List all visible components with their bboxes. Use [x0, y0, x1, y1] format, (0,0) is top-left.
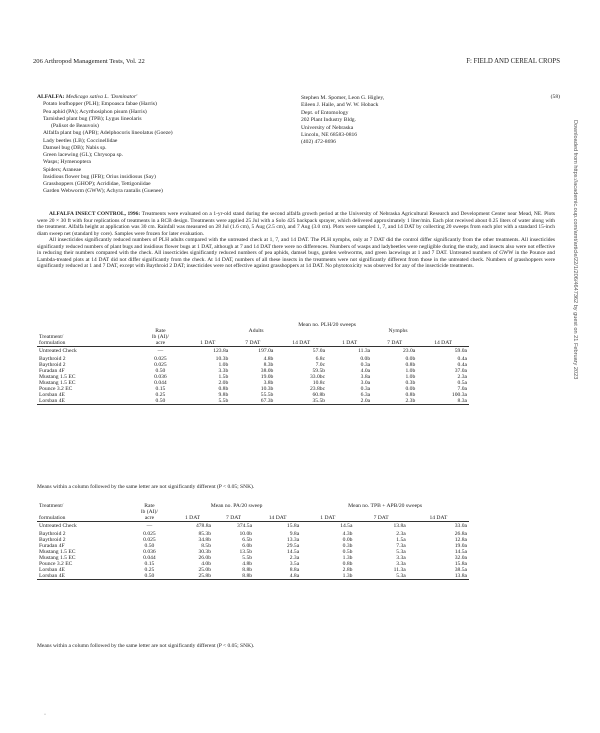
value-cell: 14.5a	[286, 548, 300, 555]
value-cell: 6.0b	[242, 542, 253, 549]
value-cell: 0.8b	[342, 560, 353, 567]
value-cell: 8.8b	[213, 573, 254, 580]
treatment-cell: Baythroid 2	[39, 530, 66, 537]
treatment-cell: Furadan 4F	[39, 542, 65, 549]
t1-rate-label-2: lb (AI)/	[151, 334, 169, 340]
rate-cell: 0.25	[155, 391, 166, 398]
value-cell: 15.8a	[286, 523, 300, 530]
value-cell: 32.0a	[454, 554, 467, 561]
rate-cell: 0.15	[155, 385, 166, 392]
value-cell: 4.8b	[263, 355, 274, 362]
value-cell: 55.5b	[260, 391, 274, 398]
plh-table-body	[37, 347, 469, 405]
pest-line: Lady beetles (LB); Coccinellidae	[43, 137, 118, 144]
value-cell: 0.3a	[360, 385, 371, 392]
value-cell: 3.5a	[289, 560, 300, 567]
value-cell: 0.8b	[218, 385, 229, 392]
t1-formulation-label: formulation	[37, 340, 136, 347]
value-cell: 59.5b	[312, 367, 326, 374]
value-cell: 2.3a	[457, 373, 467, 380]
pest-line: Potato leafhopper (PLH); Empoasca fabae (Harris)	[43, 101, 157, 108]
rate-cell: 0.50	[144, 542, 155, 549]
rate-cell: 0.044	[154, 379, 167, 386]
value-cell: 1.0b	[218, 361, 229, 368]
value-cell: 0.5a	[457, 379, 467, 386]
value-cell: 13.3a	[286, 536, 300, 543]
rate-cell: 0.025	[143, 530, 156, 537]
t2-formulation-label: formulation	[37, 515, 127, 522]
value-cell: 26.8a	[454, 530, 467, 537]
running-header-left: 206 Arthropod Management Tests, Vol. 22	[33, 58, 145, 65]
value-cell: 3.8a	[360, 373, 371, 380]
pest-line: Damsel bug (DB); Nabis sp.	[43, 144, 107, 151]
value-cell: 8.3a	[417, 398, 469, 405]
value-cell: 478.8a	[195, 523, 212, 530]
t2-rate-label-2: lb (AI)/	[140, 509, 158, 515]
treatment-cell: Untreated Check	[39, 348, 77, 355]
t1-adults-label: Adults	[248, 328, 264, 334]
value-cell: 26.0b	[198, 554, 212, 561]
value-cell: 19.0b	[260, 373, 274, 380]
value-cell: 0.8b	[405, 391, 416, 398]
value-cell: 8.5b	[201, 542, 212, 549]
author-line: Stephen M. Spomer, Leon G. Higley,	[301, 95, 385, 101]
value-cell: 6.5b	[242, 536, 253, 543]
value-cell: 10.3b	[260, 385, 274, 392]
value-cell: 23.0a	[402, 348, 416, 355]
plh-group-title: Mean no. PLH/20 sweeps	[298, 322, 356, 328]
crop-label: ALFALFA:	[37, 94, 65, 100]
t1-rate-label-1: Rate	[155, 328, 166, 334]
report-title: ALFALFA INSECT CONTROL, 1996:	[49, 211, 141, 217]
rate-cell: —	[157, 348, 164, 355]
t2-day-header: 14 DAT	[408, 515, 469, 522]
value-cell: 12.8a	[454, 536, 467, 543]
pest-line: Garden Webworm (GWW); Achyra rantalis (Guenee)	[43, 188, 163, 195]
author-line: (402) 472-8696	[301, 139, 336, 146]
value-cell: 0.8b	[405, 361, 416, 368]
value-cell: 14.5a	[340, 523, 353, 530]
treatment-cell: Pounce 3.2 EC	[39, 560, 73, 567]
t2-day-header: 7 DAT	[354, 515, 407, 522]
t2-day-header: 14 DAT	[254, 515, 301, 522]
treatment-cell: Mustang 1.5 EC	[39, 548, 76, 555]
t1-day-header: 7 DAT	[372, 340, 417, 347]
pest-line: (Palisot de Beauvois)	[51, 123, 99, 129]
t1-day-header: 14 DAT	[417, 340, 469, 347]
treatment-cell: Furadan 4F	[39, 367, 65, 374]
plh-table	[37, 322, 469, 405]
treatment-cell: Baythroid 2	[39, 355, 66, 362]
value-cell: 8.3b	[263, 361, 274, 368]
rate-cell: 0.025	[154, 361, 167, 368]
plh-table-caption: Means within a column followed by the same letter are not significantly different (P < 0.05; SNK).	[37, 484, 255, 490]
value-cell: 3.0a	[360, 379, 371, 386]
pest-line: Wasps; Hymenoptera	[43, 159, 91, 166]
value-cell: 197.0a	[258, 348, 274, 355]
value-cell: 38.0b	[260, 367, 274, 374]
treatment-cell: Untreated Check	[39, 523, 77, 530]
value-cell: 57.0a	[312, 348, 326, 355]
page-mark: ·	[44, 712, 46, 718]
author-line: Eileen J. Haile, and W. W. Hoback	[301, 102, 379, 109]
value-cell: 23.8bc	[309, 385, 326, 392]
value-cell: 29.5a	[286, 542, 300, 549]
t1-day-header: 1 DAT	[327, 340, 372, 347]
value-cell: 15.8a	[454, 560, 467, 567]
body-paragraph-1	[37, 211, 555, 237]
value-cell: 10.3b	[215, 355, 229, 362]
value-cell: 0.0b	[405, 385, 416, 392]
value-cell: 5.5b	[242, 554, 253, 561]
value-cell: 11.3a	[393, 566, 406, 573]
value-cell: 374.5a	[237, 523, 253, 530]
pa-tpb-table	[37, 503, 469, 580]
rate-cell: 0.025	[154, 355, 167, 362]
value-cell: 14.5a	[454, 548, 467, 555]
value-cell: 0.0b	[342, 536, 353, 543]
value-cell: 7.0c	[315, 361, 326, 368]
pest-line: Green lacewing (GL); Chrysopa sp.	[43, 152, 123, 158]
value-cell: 33.0bc	[309, 373, 326, 380]
value-cell: 59.0a	[454, 348, 467, 355]
t1-day-header: 14 DAT	[275, 340, 327, 347]
crop-pest-list	[37, 94, 267, 196]
pa-tpb-table-body	[37, 522, 469, 580]
value-cell: 4.3b	[342, 530, 353, 537]
t2-tpb-header: Mean no. TPB + APB/20 sweeps	[348, 503, 423, 509]
t2-rate-label-1: Rate	[144, 503, 155, 509]
value-cell: 0.3b	[342, 542, 353, 549]
t2-pa-header: Mean no. PA/20 sweep	[210, 503, 263, 509]
treatment-cell: Lorsban 4E	[39, 391, 65, 398]
value-cell: 30.3b	[198, 548, 212, 555]
value-cell: 7.0a	[457, 385, 467, 392]
pest-line: Alfalfa plant bug (APB); Adelphocoris lineolatus (Goeze)	[43, 130, 173, 137]
value-cell: 4.0a	[360, 367, 371, 374]
pest-line: Spiders; Araneae	[43, 166, 82, 173]
value-cell: 10.8c	[312, 379, 326, 386]
rate-cell: 0.025	[143, 536, 156, 543]
value-cell: 85.3b	[198, 530, 212, 537]
value-cell: 3.8b	[263, 379, 274, 386]
value-cell: 3.3a	[396, 560, 406, 567]
treatment-cell: Lorsban 4E	[37, 573, 127, 580]
rate-cell: 0.25	[144, 566, 155, 573]
t1-treatment-label: Treatment/	[39, 334, 64, 340]
value-cell: 35.5b	[275, 398, 327, 405]
value-cell: 9.8b	[218, 391, 229, 398]
t1-rate-label-3: acre	[136, 340, 185, 347]
value-cell: 2.3a	[289, 554, 300, 561]
pa-tpb-table-caption: Means within a column followed by the same letter are not significantly different (P < 0.05; SNK).	[37, 643, 255, 649]
value-cell: 37.0a	[454, 367, 467, 374]
value-cell: 3.3a	[396, 554, 406, 561]
report-code: (58)	[550, 94, 560, 100]
value-cell: 4.0b	[201, 560, 212, 567]
download-note[interactable]: Downloaded from https://academic.oup.com/amt/article/22/1/206/4647362 by guest on 21 February 2023	[572, 120, 578, 380]
author-block	[301, 95, 471, 147]
author-line: University of Nebraska	[301, 124, 354, 131]
rate-cell: 0.036	[143, 548, 156, 555]
value-cell: 3.3b	[218, 367, 229, 374]
value-cell: 9.8a	[289, 530, 300, 537]
value-cell: 60.8b	[312, 391, 326, 398]
value-cell: 0.5b	[342, 548, 353, 555]
value-cell: 13.8a	[408, 573, 469, 580]
value-cell: 2.0b	[218, 379, 229, 386]
value-cell: 8.8a	[289, 566, 300, 573]
value-cell: 2.3b	[372, 398, 417, 405]
value-cell: 1.3b	[301, 573, 354, 580]
t2-rate-label-3: acre	[127, 515, 172, 522]
value-cell: 67.3b	[230, 398, 275, 405]
author-line: 202 Plant Industry Bldg.	[301, 117, 357, 124]
value-cell: 1.5b	[218, 373, 229, 380]
treatment-cell: Pounce 3.2 EC	[39, 385, 73, 392]
value-cell: 4.8a	[254, 573, 301, 580]
value-cell: 6.8c	[315, 355, 326, 362]
pest-line: Pea aphid (PA); Acyrthosiphon pisum (Harris)	[43, 108, 147, 115]
rate-cell: 0.044	[143, 554, 156, 561]
table-row	[37, 573, 469, 580]
rate-cell: 0.50	[155, 367, 166, 374]
value-cell: 25.8b	[172, 573, 213, 580]
value-cell: 100.3a	[451, 391, 467, 398]
t2-day-header: 7 DAT	[213, 515, 254, 522]
value-cell: 5.3a	[354, 573, 407, 580]
value-cell: 25.0b	[198, 566, 212, 573]
value-cell: 34.8b	[198, 536, 212, 543]
value-cell: 0.4a	[457, 355, 467, 362]
value-cell: 0.3b	[405, 379, 416, 386]
value-cell: 19.0a	[454, 542, 467, 549]
value-cell: 1.5a	[396, 536, 406, 543]
table-row	[37, 522, 469, 531]
crop-species: Medicago sativa L. 'Dominator'	[64, 94, 138, 100]
author-line: Lincoln, NE 68583-0816	[301, 132, 358, 139]
value-cell: 2.0a	[327, 398, 372, 405]
value-cell: 0.4a	[457, 361, 467, 368]
value-cell: 123.8a	[213, 348, 229, 355]
treatment-cell: Lorsban 4E	[37, 398, 136, 405]
rate-cell: 0.50	[127, 573, 172, 580]
value-cell: 6.3a	[360, 391, 371, 398]
rate-cell: 0.15	[144, 560, 155, 567]
table-row	[37, 398, 469, 405]
value-cell: 7.3a	[396, 542, 406, 549]
value-cell: 13.5b	[239, 548, 253, 555]
rate-cell: —	[146, 523, 153, 530]
t1-day-header: 1 DAT	[185, 340, 230, 347]
pest-list	[37, 101, 267, 195]
running-header-right: F: FIELD AND CEREAL CROPS	[466, 58, 560, 65]
pest-line: Insidious flower bug (IFB); Orius insidiosus (Say)	[43, 173, 156, 180]
body-paragraph-2: All insecticides significantly reduced numbers of PLH adults compared with the untreated check at 1, 7, and 14 DAT. The PLH nymphs, only at 7 DAT did the control differ significantly from the other treatments. All insecticides significantly reduced numbers of plant bugs and insidious flower bugs at 1 DAT, although at 7 and 14 DAT there were no differences. Numbers of wasps and ladybeetles were negligible during the study, and insects also were not effective in reducing their numbers compared with the check. All insecticides significantly reduced numbers of pea aphids, damsel bugs, garden webworms, and green lacewings at 1 and 7 DAT. Untreated numbers of GWW in the Pounce and Lambda-treated plots at 14 DAT did not differ significantly from the check. At 14 DAT, numbers of all these insects in the treatments were not significantly different from those in the untreated check. Numbers of grasshoppers were significantly reduced at 1 and 7 DAT, except with Baythroid 2 DAT; insecticides were not effective against grasshoppers at 14 DAT. No phytotoxicity was observed for any of the insecticide treatments.	[37, 237, 555, 270]
value-cell: 38.5a	[454, 566, 467, 573]
table-row	[37, 347, 469, 356]
treatment-cell: Baythroid 2	[39, 536, 66, 543]
value-cell: 8.8b	[242, 566, 253, 573]
t1-nymphs-label: Nymphs	[388, 328, 408, 334]
value-cell: 33.0a	[454, 523, 467, 530]
value-cell: 5.5b	[185, 398, 230, 405]
treatment-cell: Mustang 1.5 EC	[39, 373, 76, 380]
value-cell: 10.0b	[239, 530, 253, 537]
rate-cell: 0.036	[154, 373, 167, 380]
treatment-cell: Mustang 1.5 EC	[39, 554, 76, 561]
treatment-cell: Lorsban 4E	[39, 566, 65, 573]
treatment-cell: Baythroid 2	[39, 361, 66, 368]
value-cell: 5.3a	[396, 548, 406, 555]
value-cell: 0.0b	[360, 355, 371, 362]
value-cell: 13.8a	[393, 523, 406, 530]
t2-day-header: 1 DAT	[301, 515, 354, 522]
t1-day-header: 7 DAT	[230, 340, 275, 347]
value-cell: 1.0b	[405, 373, 416, 380]
treatment-cell: Mustang 1.5 EC	[39, 379, 76, 386]
rate-cell: 0.50	[136, 398, 185, 405]
author-lines	[301, 95, 471, 147]
t2-day-header: 1 DAT	[172, 515, 213, 522]
value-cell: 1.0b	[405, 367, 416, 374]
pest-line: Tarnished plant bug (TPB); Lygus lineolaris	[43, 115, 142, 122]
value-cell: 4.8b	[242, 560, 253, 567]
t2-treatment-label: Treatment/	[39, 503, 64, 509]
pest-line: Grasshoppers (GHOP); Acrididae, Tettigoniidae	[43, 181, 151, 187]
value-cell: 2.8b	[342, 566, 353, 573]
report-body	[37, 211, 555, 270]
para1-text: Treatments were evaluated on a 1-yr-old stand during the second alfalfa growth period at the University of Nebraska Agricultural Research and Development Center near Mead, NE. Plots were 20 × 30 ft with four replications of treatments in a RCB design. Treatments were applied 25 Jul with a Solo 425 backpack sprayer, which delivered approximately 1 liter/min. Each plot received about 0.25 liters of water along with the treatment. Alfalfa height at application was 30 cm. Rainfall was measured on 28 Jul (1.6 cm), 5 Aug (2.5 cm), and 7 Aug (3.0 cm). Plots were sampled 1, 7, and 14 DAT by collecting 20 sweeps from each plot with a standard 15-inch diam sweep net (standard by core). Samples were frozen for later evaluation.	[37, 211, 555, 237]
value-cell: 0.3a	[360, 361, 371, 368]
value-cell: 11.3a	[358, 348, 371, 355]
value-cell: 2.3a	[396, 530, 406, 537]
value-cell: 1.3b	[342, 554, 353, 561]
author-line: Dept. of Entomology	[301, 109, 349, 116]
value-cell: 0.0b	[405, 355, 416, 362]
